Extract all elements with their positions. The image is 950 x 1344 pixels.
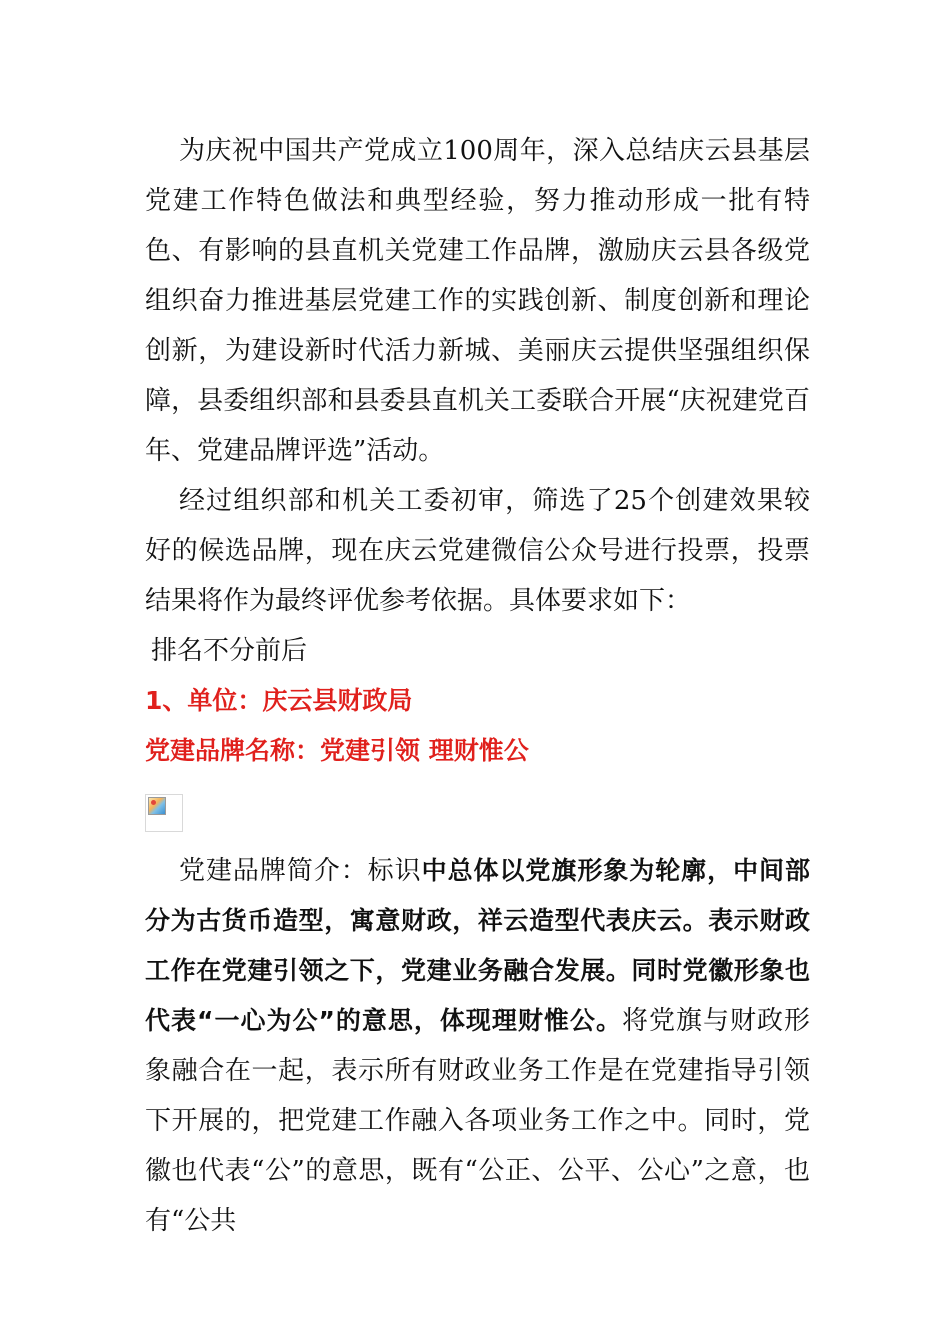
document-body [145, 126, 810, 1246]
brand-intro-paragraph [145, 846, 810, 1246]
brand-intro-label: 党建品牌简介：标识 [179, 856, 422, 886]
brand-name-heading: 党建品牌名称：党建引领 理财惟公 [145, 736, 529, 765]
brand-intro-rest: 将党旗与财政形象融合在一起，表示所有财政业务工作是在党建指导引领下开展的，把党建工作融入各项业务工作之中。同时，党徽也代表“公”的意思，既有“公正、公平、公心”之意，也有“公共 [145, 1006, 810, 1236]
broken-image-icon [145, 794, 183, 832]
voting-paragraph: 经过组织部和机关工委初审，筛选了25个创建效果较好的候选品牌，现在庆云党建微信公众号进行投票，投票结果将作为最终评优参考依据。具体要求如下： [145, 486, 810, 616]
image-thumbnail-icon [148, 797, 166, 815]
order-note: 排名不分前后 [151, 636, 308, 666]
brand-intro-emphasis: 中总体以党旗形象为轮廓，中间部分为古货币造型，寓意财政，祥云造型代表庆云。表示财政工作在党建引领之下，党建业务融合发展。同时党徽形象也代表“一心为公”的意思，体现理财惟公。 [145, 856, 810, 1035]
intro-paragraph: 为庆祝中国共产党成立100周年，深入总结庆云县基层党建工作特色做法和典型经验，努力推动形成一批有特色、有影响的县直机关党建工作品牌，激励庆云县各级党组织奋力推进基层党建工作的实践创新、制度创新和理论创新，为建设新时代活力新城、美丽庆云提供坚强组织保障，县委组织部和县委县直机关工委联合开展“庆祝建党百年、党建品牌评选”活动。 [145, 136, 810, 466]
unit-heading: 1、单位：庆云县财政局 [145, 686, 413, 715]
